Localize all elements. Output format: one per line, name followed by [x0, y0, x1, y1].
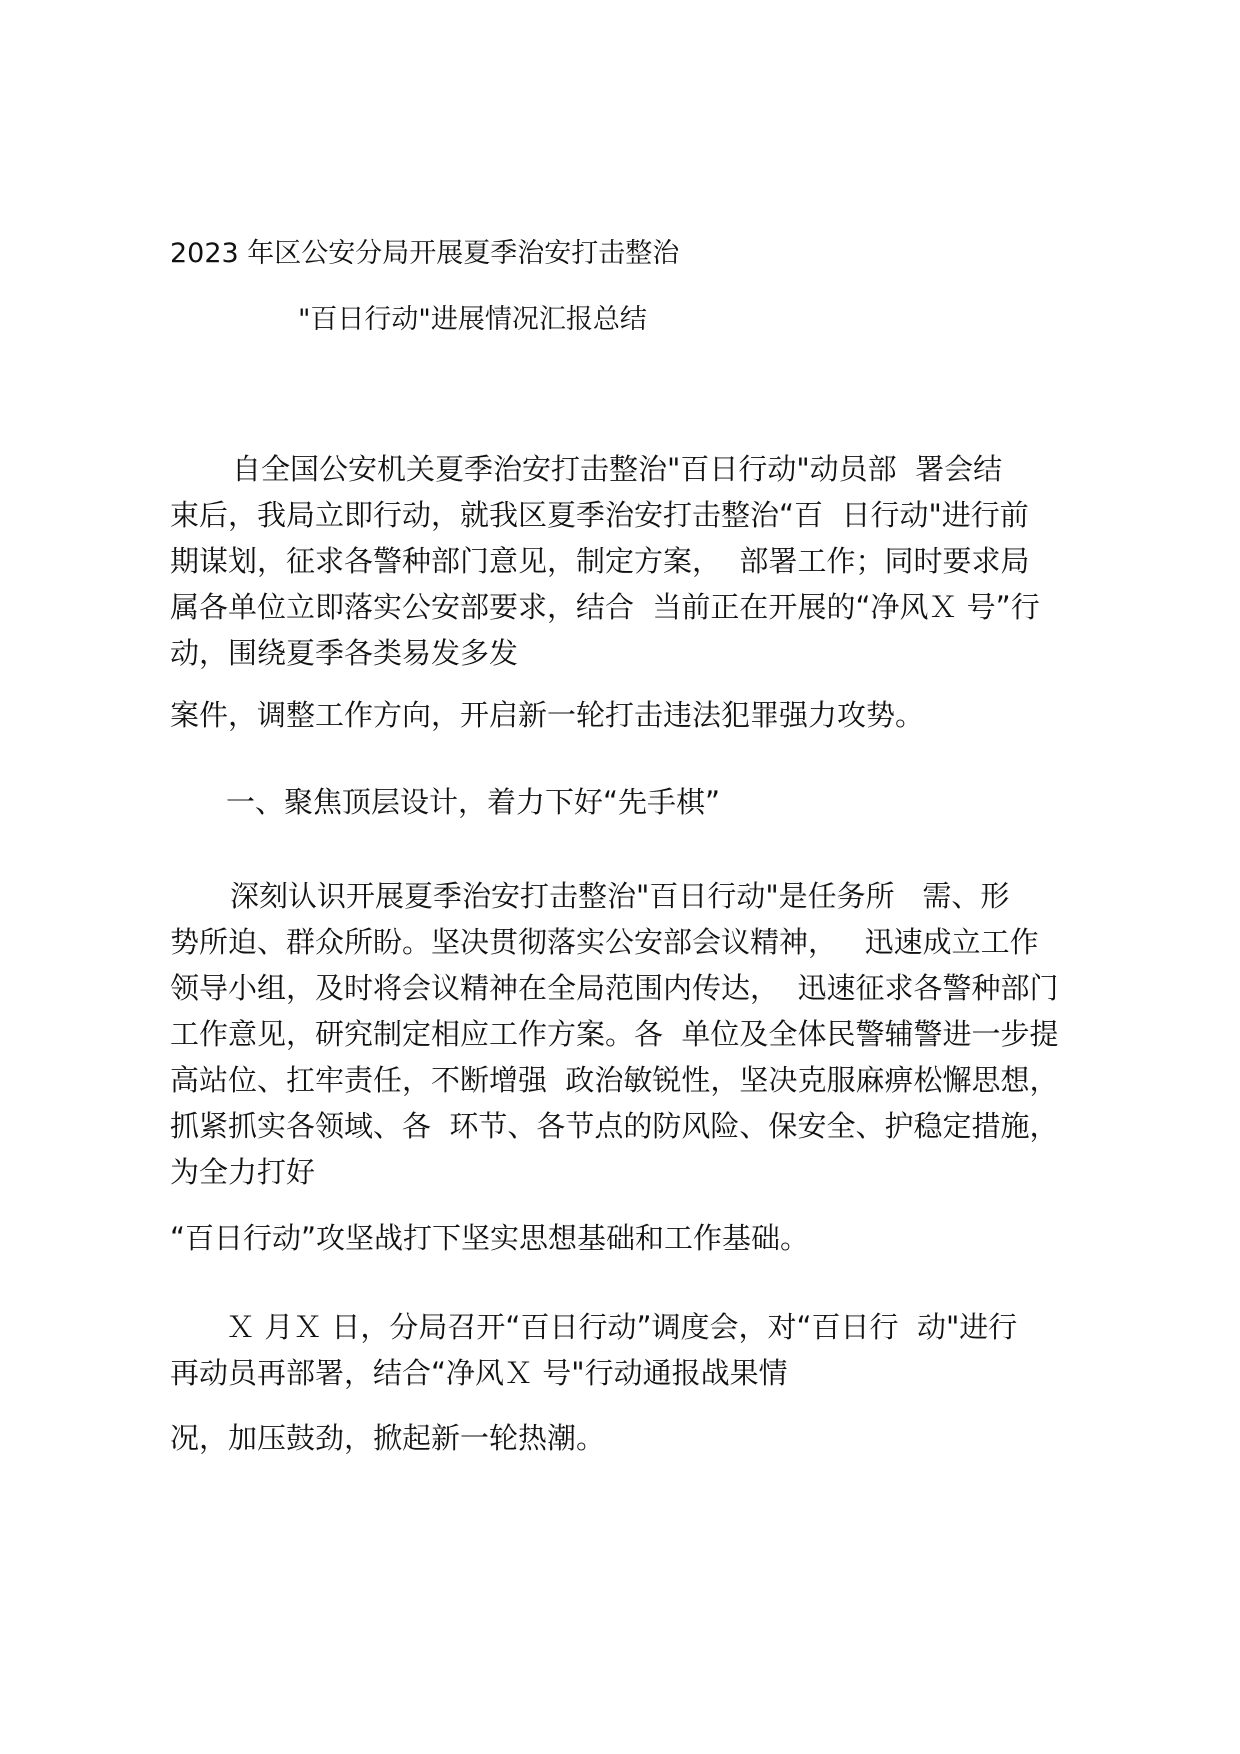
paragraph-tail: 况，加压鼓劲，掀起新一轮热潮。 — [170, 1421, 606, 1455]
paragraph-line: 抓紧抓实各领域、各 环节、各节点的防风险、保安全、护稳定措施， — [170, 1109, 1059, 1143]
document-title-line-2: "百日行动"进展情况汇报总结 — [298, 304, 647, 335]
paragraph-line: 动，围绕夏季各类易发多发 — [170, 636, 519, 670]
paragraph-line: 自全国公安机关夏季治安打击整治"百日行动"动员部 署会结 — [232, 452, 1003, 486]
paragraph-line: 束后，我局立即行动，就我区夏季治安打击整治“百 日行动"进行前 — [170, 498, 1029, 532]
paragraph-line: Ｘ 月Ｘ 日，分局召开“百日行动”调度会，对“百日行 动"进行 — [226, 1310, 1018, 1344]
paragraph-line: 期谋划，征求各警种部门意见，制定方案， 部署工作；同时要求局 — [170, 544, 1030, 578]
paragraph-line: 再动员再部署，结合“净风Ｘ 号"行动通报战果情 — [170, 1356, 788, 1390]
paragraph-line: 属各单位立即落实公安部要求，结合 当前正在开展的“净风Ｘ 号”行 — [170, 590, 1040, 624]
paragraph-line: 深刻认识开展夏季治安打击整治"百日行动"是任务所 需、形 — [230, 879, 1010, 913]
document-title-line-1: 2023 年区公安分局开展夏季治安打击整治 — [170, 238, 680, 269]
paragraph-line: 势所迫、群众所盼。坚决贯彻落实公安部会议精神， 迅速成立工作 — [170, 925, 1039, 959]
paragraph-line: 高站位、扛牢责任，不断增强 政治敏锐性，坚决克服麻痹松懈思想， — [170, 1063, 1059, 1097]
section-heading-1: 一、聚焦顶层设计，着力下好“先手棋” — [226, 785, 721, 819]
paragraph-line: 领导小组，及时将会议精神在全局范围内传达， 迅速征求各警种部门 — [170, 971, 1059, 1005]
paragraph-line: 为全力打好 — [170, 1155, 316, 1189]
paragraph-tail: 案件，调整工作方向，开启新一轮打击违法犯罪强力攻势。 — [170, 698, 925, 732]
paragraph-line: 工作意见，研究制定相应工作方案。各 单位及全体民警辅警进一步提 — [170, 1017, 1059, 1051]
paragraph-tail: “百日行动”攻坚战打下坚实思想基础和工作基础。 — [170, 1221, 810, 1255]
